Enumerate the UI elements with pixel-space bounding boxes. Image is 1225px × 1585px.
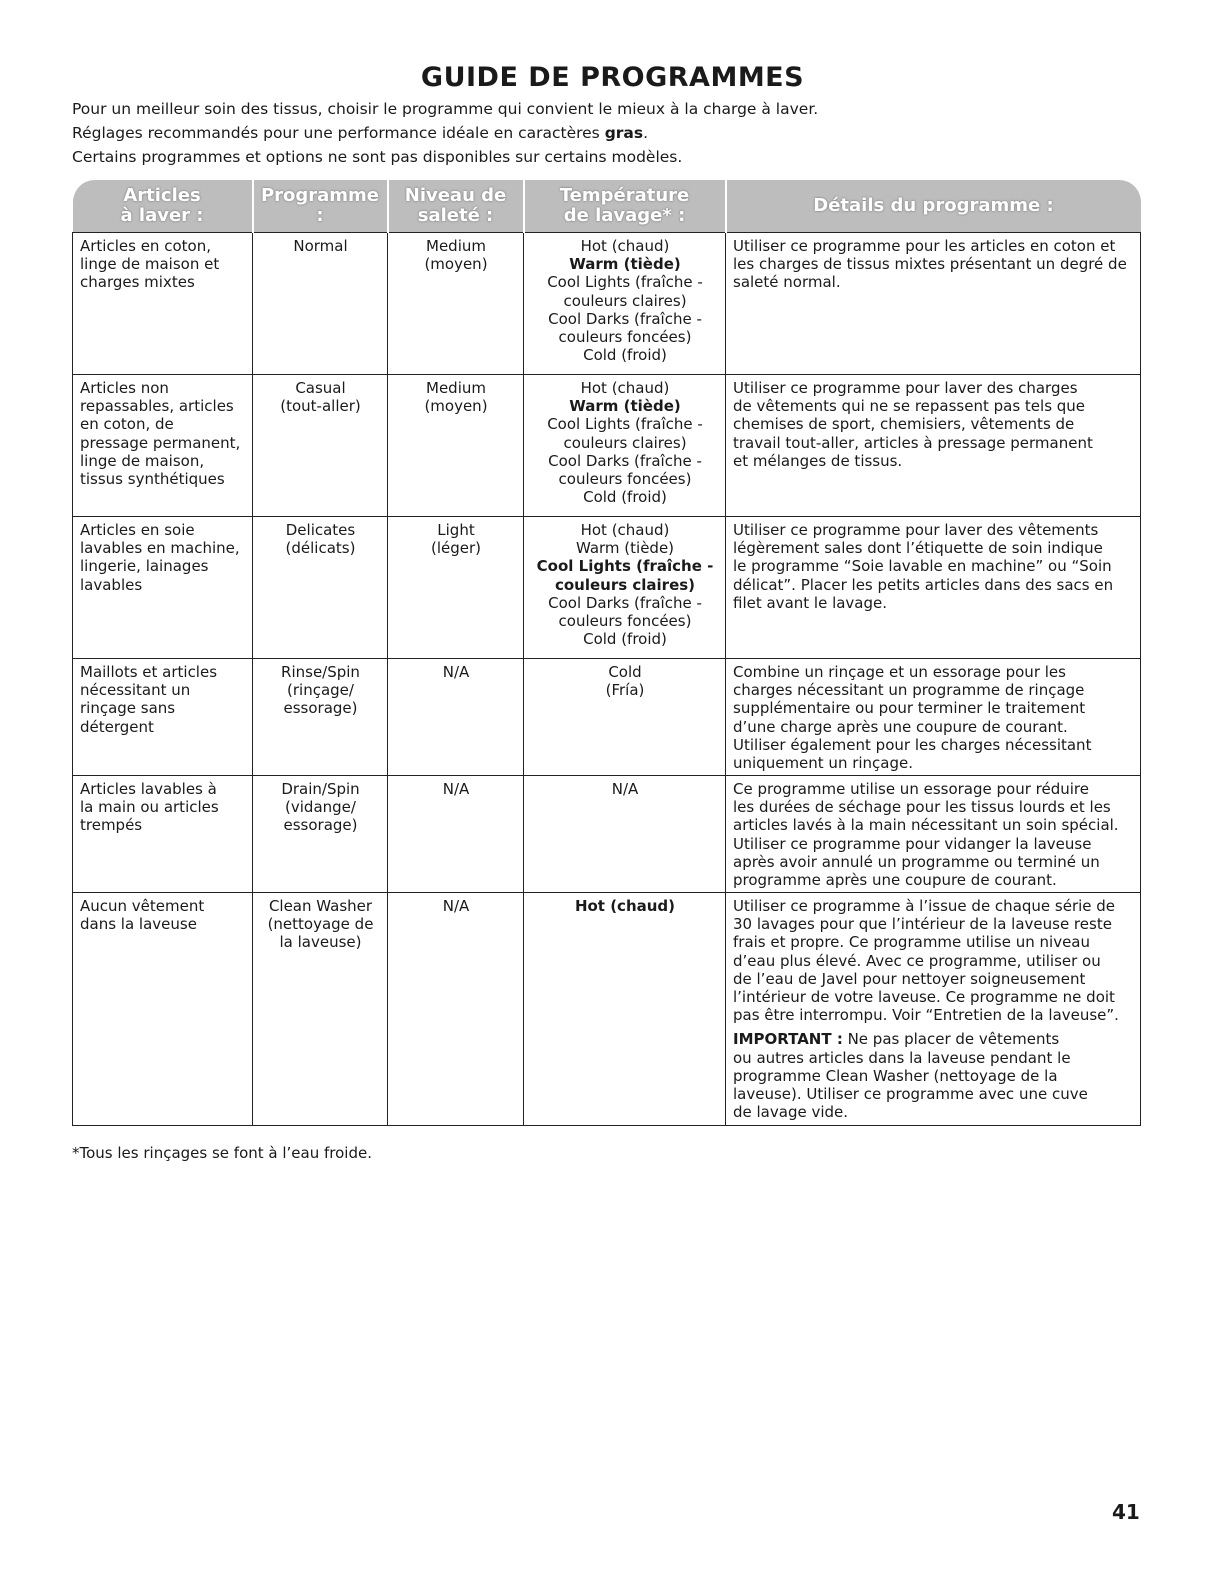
cell-line: Warm (tiède) bbox=[575, 539, 675, 558]
cell-niveau bbox=[388, 375, 524, 517]
cell-line: rinçage sans bbox=[80, 699, 176, 718]
cell-line: saleté normal. bbox=[733, 273, 841, 292]
cell-line: Combine un rinçage et un essorage pour les bbox=[733, 663, 1066, 681]
cell-line: Medium bbox=[426, 379, 486, 397]
header-articles-line: à laver : bbox=[120, 205, 204, 226]
cell-line: l’intérieur de votre laveuse. Ce programme ne doit bbox=[733, 988, 1115, 1007]
cell-niveau bbox=[388, 893, 524, 1126]
program-guide-table bbox=[72, 180, 1141, 1126]
cell-line: trempés bbox=[80, 816, 143, 835]
cell-line: et mélanges de tissus. bbox=[733, 451, 903, 470]
cell-line: les durées de séchage pour les tissus lourds et les bbox=[733, 798, 1111, 817]
cell-line: (Fría) bbox=[605, 681, 645, 700]
cell-line-recommended: Cool Lights (fraîche - bbox=[536, 557, 714, 576]
page-title: GUIDE DE PROGRAMMES bbox=[420, 62, 805, 93]
header-temperature bbox=[524, 180, 726, 233]
cell-line: N/A bbox=[611, 780, 639, 798]
cell-niveau bbox=[388, 233, 524, 375]
cell-line: couleurs claires) bbox=[563, 433, 687, 452]
page-number: 41 bbox=[1112, 1500, 1140, 1524]
cell-line-recommended: Hot (chaud) bbox=[574, 897, 676, 915]
cell-details bbox=[726, 659, 1141, 776]
cell-line: détergent bbox=[80, 717, 154, 736]
cell-line: N/A bbox=[442, 780, 470, 798]
header-niveau bbox=[388, 180, 524, 233]
cell-temperature bbox=[524, 517, 726, 659]
table-row bbox=[73, 233, 1141, 375]
cell-line: linge de maison et bbox=[80, 255, 220, 274]
cell-line: Utiliser ce programme pour laver des charges bbox=[733, 379, 1078, 397]
cell-line: (moyen) bbox=[424, 255, 488, 274]
cell-articles bbox=[73, 776, 253, 893]
header-temperature-line: de lavage* : bbox=[563, 205, 686, 226]
cell-line: supplémentaire ou pour terminer le traitement bbox=[733, 699, 1086, 718]
cell-temperature bbox=[524, 776, 726, 893]
cell-articles bbox=[73, 517, 253, 659]
cell-articles bbox=[73, 375, 253, 517]
cell-niveau bbox=[388, 659, 524, 776]
cell-line: Maillots et articles bbox=[80, 663, 218, 681]
header-articles bbox=[73, 180, 253, 233]
cell-line-recommended: Warm (tiède) bbox=[569, 255, 681, 274]
cell-line: Drain/Spin bbox=[281, 780, 360, 798]
header-temperature-line: Température bbox=[559, 185, 690, 206]
cell-niveau bbox=[388, 517, 524, 659]
cell-line: (délicats) bbox=[285, 539, 356, 558]
cell-line: tissus synthétiques bbox=[80, 470, 225, 489]
intro-line-1: Pour un meilleur soin des tissus, choisir le programme qui convient le mieux à la charge à laver. bbox=[72, 100, 819, 118]
cell-line: couleurs foncées) bbox=[558, 612, 692, 631]
cell-programme bbox=[253, 233, 388, 375]
cell-line: lingerie, lainages bbox=[80, 557, 209, 576]
cell-line: charges mixtes bbox=[80, 273, 195, 292]
cell-line: linge de maison, bbox=[80, 451, 205, 470]
cell-line: programme après une coupure de courant. bbox=[733, 871, 1057, 890]
cell-line: légèrement sales dont l’étiquette de soin indique bbox=[733, 539, 1103, 558]
cell-line: couleurs foncées) bbox=[558, 470, 692, 489]
cell-details bbox=[726, 233, 1141, 375]
cell-line: Articles lavables à bbox=[80, 780, 217, 798]
cell-line: Cool Darks (fraîche - bbox=[548, 309, 702, 328]
cell-line: la main ou articles bbox=[80, 798, 219, 817]
important-label: IMPORTANT : bbox=[733, 1030, 843, 1049]
cell-line: après avoir annulé un programme ou terminé un bbox=[733, 852, 1100, 871]
cell-line: Medium bbox=[426, 237, 486, 255]
cell-line: N/A bbox=[442, 663, 470, 681]
header-details bbox=[726, 180, 1141, 233]
cell-line: (vidange/ bbox=[285, 798, 356, 817]
cell-line: charges nécessitant un programme de rinçage bbox=[733, 681, 1085, 700]
cell-line: de lavage vide. bbox=[733, 1103, 849, 1122]
cell-line: (rinçage/ bbox=[287, 681, 354, 700]
cell-line: frais et propre. Ce programme utilise un niveau bbox=[733, 933, 1090, 952]
cell-line: les charges de tissus mixtes présentant un degré de bbox=[733, 255, 1127, 274]
cell-niveau bbox=[388, 776, 524, 893]
cell-line: délicat”. Placer les petits articles dans des sacs en bbox=[733, 575, 1114, 594]
cell-line: lavables en machine, bbox=[80, 539, 240, 558]
cell-line: Light bbox=[437, 521, 475, 539]
cell-line: pressage permanent, bbox=[80, 433, 241, 452]
cell-line: travail tout-aller, articles à pressage permanent bbox=[733, 433, 1093, 452]
intro-line-2-bold: gras bbox=[604, 124, 644, 142]
table-row bbox=[73, 776, 1141, 893]
cell-line: dans la laveuse bbox=[80, 915, 197, 934]
cell-line: couleurs claires) bbox=[563, 291, 687, 310]
cell-line: Cold (froid) bbox=[583, 488, 667, 507]
cell-line: Cool Lights (fraîche - bbox=[547, 415, 703, 434]
cell-line: (tout-aller) bbox=[280, 397, 361, 416]
cell-line: filet avant le lavage. bbox=[733, 593, 888, 612]
cell-line: (moyen) bbox=[424, 397, 488, 416]
cell-line: Hot (chaud) bbox=[580, 521, 670, 539]
cell-details bbox=[726, 517, 1141, 659]
cell-temperature bbox=[524, 375, 726, 517]
cell-line: programme Clean Washer (nettoyage de la bbox=[733, 1066, 1058, 1085]
cell-line: d’eau plus élevé. Avec ce programme, utiliser ou bbox=[733, 951, 1101, 970]
cell-line: Hot (chaud) bbox=[580, 237, 670, 255]
cell-line: Utiliser ce programme à l’issue de chaque série de bbox=[733, 897, 1116, 915]
cell-line-recommended: couleurs claires) bbox=[554, 575, 696, 594]
cell-line: pas être interrompu. Voir “Entretien de la laveuse”. bbox=[733, 1006, 1119, 1025]
table-header-row bbox=[73, 180, 1141, 233]
cell-line: uniquement un rinçage. bbox=[733, 754, 914, 773]
cell-line: en coton, de bbox=[80, 415, 174, 434]
header-articles-line: Articles bbox=[123, 185, 201, 206]
cell-details bbox=[726, 776, 1141, 893]
important-first-line: Ne pas placer de vêtements bbox=[842, 1030, 1060, 1049]
cell-line: Cool Lights (fraîche - bbox=[547, 273, 703, 292]
cell-details bbox=[726, 375, 1141, 517]
cell-line: N/A bbox=[442, 897, 470, 915]
cell-programme bbox=[253, 659, 388, 776]
header-programme bbox=[253, 180, 388, 233]
cell-line: nécessitant un bbox=[80, 681, 191, 700]
intro-line-3: Certains programmes et options ne sont pas disponibles sur certains modèles. bbox=[72, 148, 683, 166]
cell-line: Clean Washer bbox=[268, 897, 373, 915]
cell-line: Cold (froid) bbox=[583, 630, 667, 649]
cell-line: essorage) bbox=[283, 816, 358, 835]
cell-articles bbox=[73, 659, 253, 776]
cell-line: de vêtements qui ne se repassent pas tels que bbox=[733, 397, 1086, 416]
cell-line-recommended: Warm (tiède) bbox=[569, 397, 681, 416]
cell-line: repassables, articles bbox=[80, 397, 234, 416]
cell-line: Rinse/Spin bbox=[281, 663, 360, 681]
cell-line: chemises de sport, chemisiers, vêtements de bbox=[733, 415, 1075, 434]
cell-line: Utiliser ce programme pour les articles en coton et bbox=[733, 237, 1116, 255]
cell-line: 30 lavages pour que l’intérieur de la laveuse reste bbox=[733, 915, 1112, 934]
table-row bbox=[73, 517, 1141, 659]
cell-line: Cold (froid) bbox=[583, 346, 667, 365]
cell-line: d’une charge après une coupure de courant. bbox=[733, 717, 1068, 736]
cell-line: Articles en coton, bbox=[80, 237, 211, 255]
cell-line: Utiliser également pour les charges nécessitant bbox=[733, 735, 1092, 754]
cell-line: (léger) bbox=[430, 539, 482, 558]
important-note bbox=[733, 1030, 1134, 1048]
cell-line: ou autres articles dans la laveuse pendant le bbox=[733, 1048, 1071, 1067]
cell-line: de l’eau de Javel pour nettoyer soigneusement bbox=[733, 969, 1086, 988]
cell-line: Utiliser ce programme pour vidanger la laveuse bbox=[733, 834, 1092, 853]
intro-line-2-text: Réglages recommandés pour une performance idéale en caractères bbox=[72, 124, 605, 142]
cell-line: Cold bbox=[608, 663, 642, 681]
cell-temperature bbox=[524, 659, 726, 776]
cell-line: articles lavés à la main nécessitant un soin spécial. bbox=[733, 816, 1119, 835]
intro-line-2 bbox=[72, 124, 648, 143]
cell-line: Casual bbox=[295, 379, 346, 397]
cell-articles bbox=[73, 233, 253, 375]
footnote: *Tous les rinçages se font à l’eau froide. bbox=[72, 1144, 372, 1162]
cell-line: Ce programme utilise un essorage pour réduire bbox=[733, 780, 1089, 798]
cell-line: Delicates bbox=[285, 521, 356, 539]
cell-line: laveuse). Utiliser ce programme avec une cuve bbox=[733, 1085, 1088, 1104]
table-row bbox=[73, 659, 1141, 776]
cell-temperature bbox=[524, 233, 726, 375]
cell-temperature bbox=[524, 893, 726, 1126]
cell-line: couleurs foncées) bbox=[558, 328, 692, 347]
cell-line: Hot (chaud) bbox=[580, 379, 670, 397]
cell-line: Articles en soie bbox=[80, 521, 195, 539]
cell-line: Articles non bbox=[80, 379, 169, 397]
cell-line: Cool Darks (fraîche - bbox=[548, 593, 702, 612]
cell-articles bbox=[73, 893, 253, 1126]
cell-programme bbox=[253, 375, 388, 517]
cell-details bbox=[726, 893, 1141, 1126]
cell-line: essorage) bbox=[283, 699, 358, 718]
cell-line: lavables bbox=[80, 575, 143, 594]
header-niveau-line: Niveau de bbox=[404, 185, 507, 206]
table-row bbox=[73, 893, 1141, 1126]
cell-programme bbox=[253, 776, 388, 893]
cell-line: la laveuse) bbox=[279, 933, 362, 952]
header-niveau-line: saleté : bbox=[417, 205, 494, 226]
table-row bbox=[73, 375, 1141, 517]
cell-line: Normal bbox=[293, 237, 348, 255]
cell-programme bbox=[253, 517, 388, 659]
header-details-line: Détails du programme : bbox=[813, 195, 1054, 216]
intro-line-2-end: . bbox=[643, 124, 649, 142]
cell-line: le programme “Soie lavable en machine” ou “Soin bbox=[733, 557, 1112, 576]
cell-line: Cool Darks (fraîche - bbox=[548, 451, 702, 470]
cell-programme bbox=[253, 893, 388, 1126]
cell-line: (nettoyage de bbox=[267, 915, 374, 934]
cell-line: Aucun vêtement bbox=[80, 897, 205, 915]
cell-line: Utiliser ce programme pour laver des vêtements bbox=[733, 521, 1099, 539]
header-programme-line: Programme : bbox=[260, 185, 380, 226]
